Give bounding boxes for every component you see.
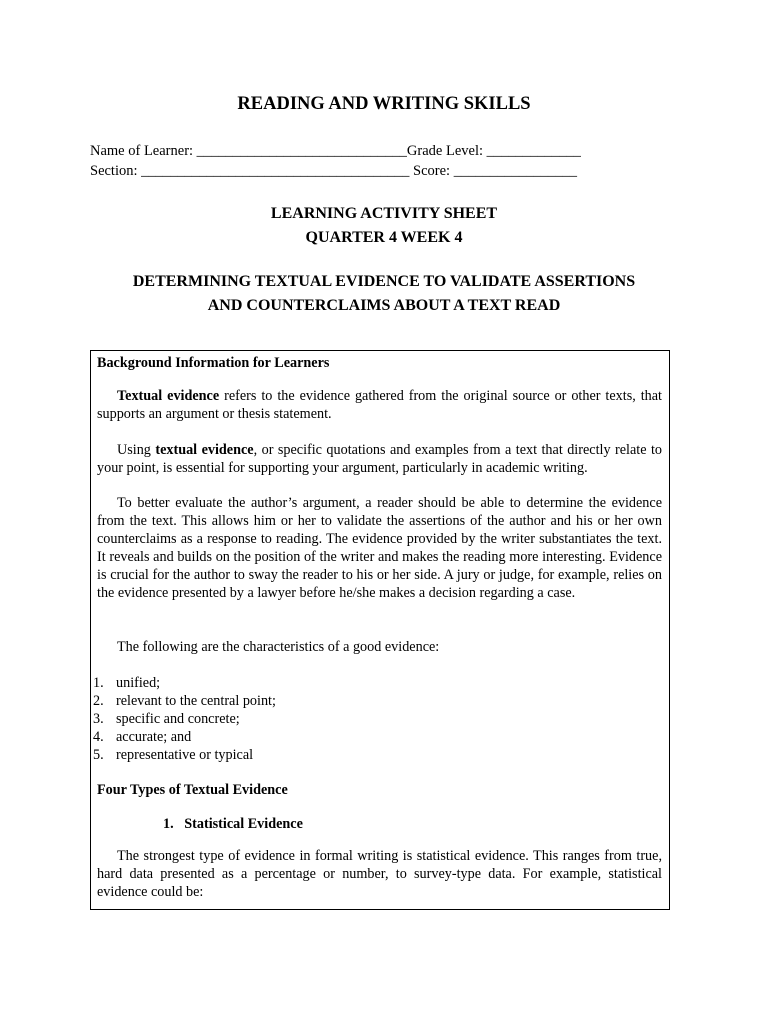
list-item: 5. representative or typical (93, 747, 254, 763)
paragraph-using-evidence (97, 441, 662, 477)
statistical-evidence-heading: 1. Statistical Evidence (163, 816, 303, 832)
quarter-week-label: QUARTER 4 WEEK 4 (305, 229, 463, 246)
sheet-label: LEARNING ACTIVITY SHEET (270, 205, 498, 222)
box-heading: Background Information for Learners (97, 355, 330, 371)
types-heading: Four Types of Textual Evidence (97, 782, 288, 798)
topic-title-line1: DETERMINING TEXTUAL EVIDENCE TO VALIDATE ASSERTIONS (132, 273, 636, 290)
list-item: 2. relevant to the central point; (93, 693, 276, 709)
characteristics-list (91, 674, 276, 764)
paragraph-evaluate-argument: To better evaluate the author’s argument, a reader should be able to determine the evidence from the text. This allows him or her to validate the assertions of the author and his or her own counterclaims as a response to reading. The evidence provided by the writer substantiates the text. It reveals and builds on the position of the writer and makes the reading more interesting. Evidence is crucial for the author to sway the reader to his or her side. A jury or judge, for example, relies on the evidence presented by a lawyer before he/she makes a decision regarding a case. (97, 495, 662, 601)
learner-info-line: Name of Learner: _____________________________Grade Level: _____________ (90, 143, 581, 159)
list-item: 3. specific and concrete; (93, 711, 240, 727)
section-score-line: Section: _____________________________________ Score: _________________ (90, 163, 577, 179)
paragraph-textual-evidence (97, 387, 662, 423)
paragraph-text: Using (117, 442, 156, 458)
background-info-box (90, 350, 670, 910)
paragraph-text: refers to the evidence gathered from the original source or other texts, that supports an argument or thesis statement. (97, 388, 662, 422)
term-bold: textual evidence (155, 442, 254, 458)
term-bold: Textual evidence (117, 388, 220, 404)
paragraph-text: , or specific quotations and examples from a text that directly relate to your point, is essential for supporting your argument, particularly in academic writing. (97, 442, 662, 476)
paragraph-characteristics-intro: The following are the characteristics of a good evidence: (117, 639, 440, 655)
page-title: READING AND WRITING SKILLS (237, 94, 531, 114)
list-item: 4. accurate; and (93, 729, 192, 745)
topic-title-line2: AND COUNTERCLAIMS ABOUT A TEXT READ (207, 297, 561, 314)
list-item: 1. unified; (93, 675, 161, 691)
paragraph-statistical-evidence: The strongest type of evidence in formal writing is statistical evidence. This ranges from true, hard data presented as a percentage or number, to survey-type data. For example, statistical evidence could be: (97, 848, 662, 900)
